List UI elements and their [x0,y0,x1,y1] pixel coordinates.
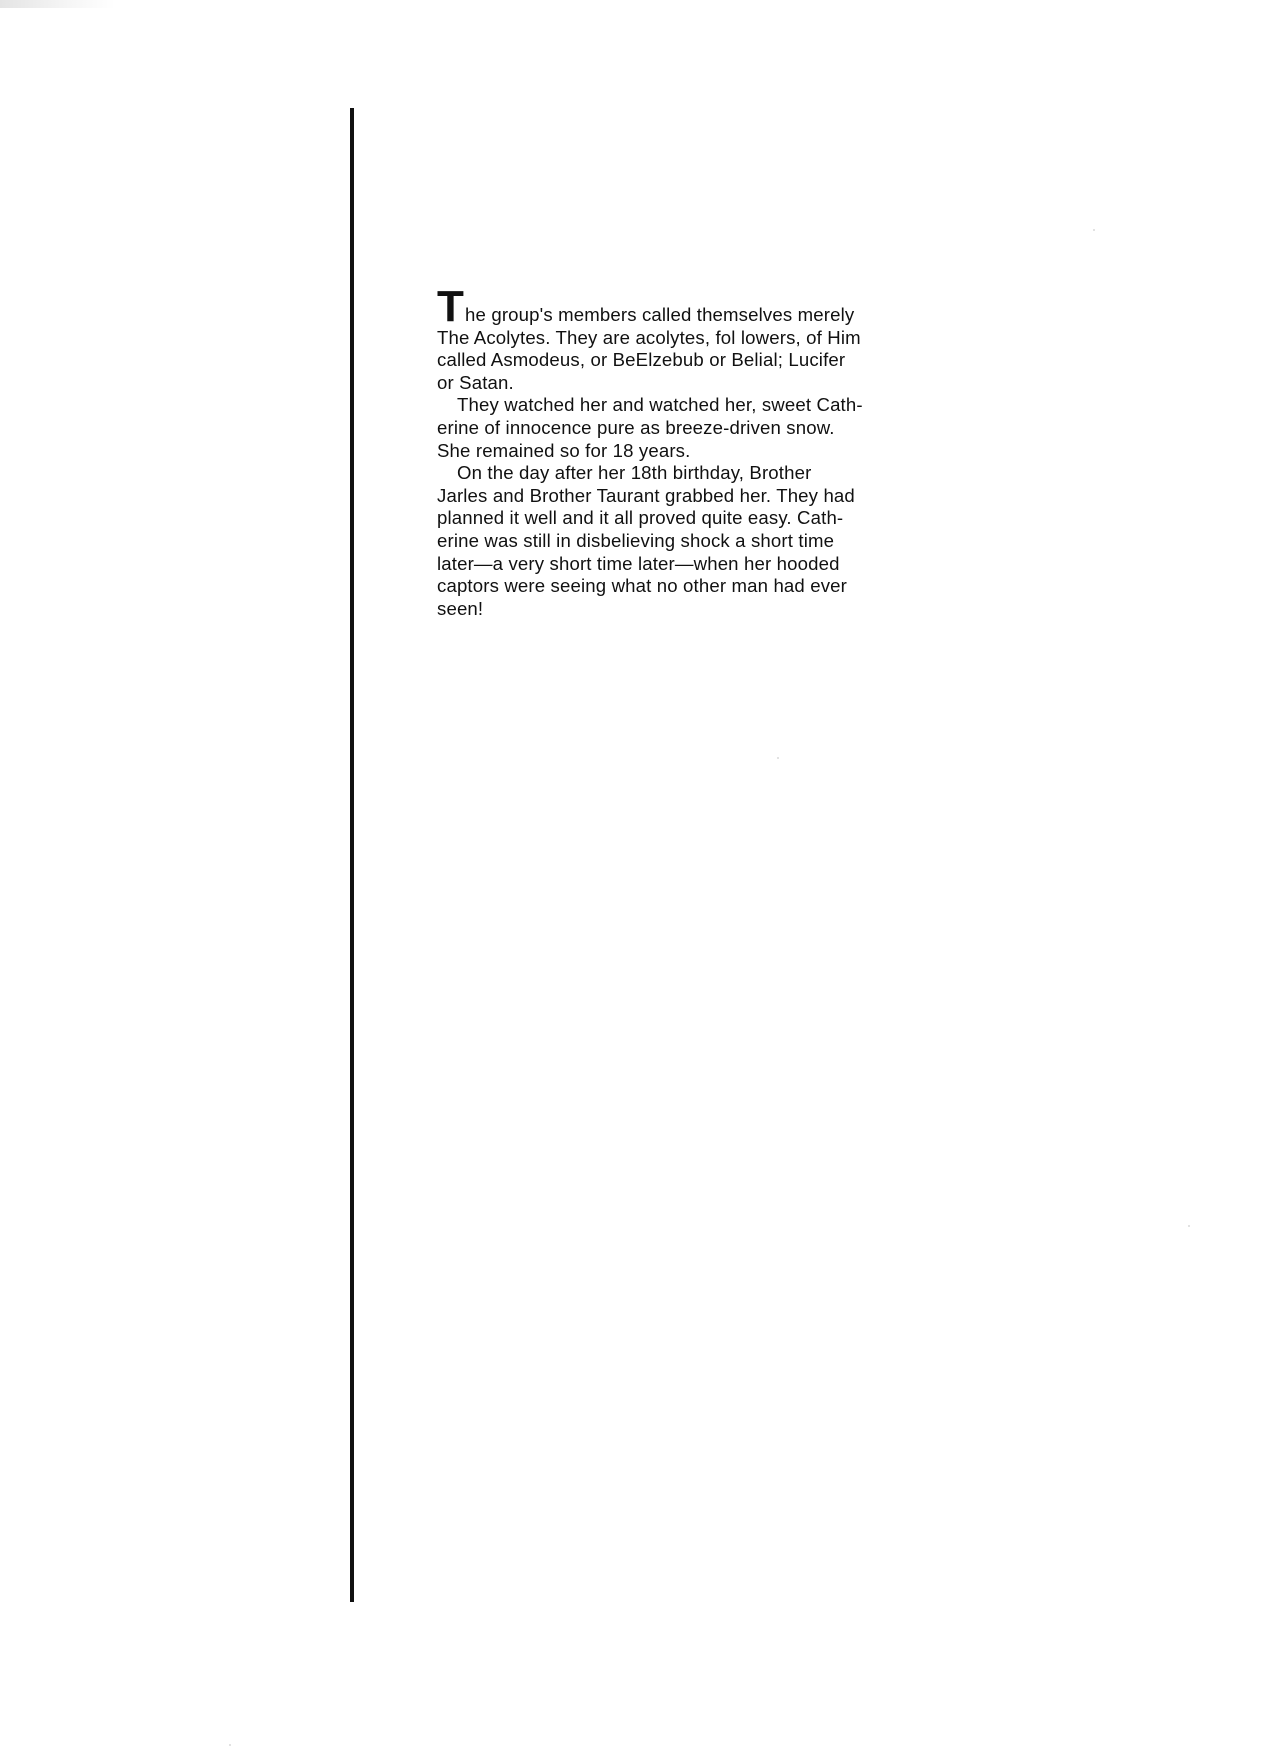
paragraph-3-line-5: later—a very short time later—when her hooded [437,552,840,574]
paper-speck [229,1744,231,1746]
vertical-rule [350,108,354,1602]
paper-speck [1093,229,1095,231]
line-text: he group's members called themselves merely [465,304,855,325]
paragraph-1-line-4: or Satan. [437,371,514,393]
paragraph-2-line-1: They watched her and watched her, sweet Cath- [457,394,863,416]
paragraph-1-line-3: called Asmodeus, or BeElzebub or Belial; Lucifer [437,349,846,371]
paragraph-3-line-6: captors were seeing what no other man had ever [437,575,847,597]
paragraph-2-line-3: She remained so for 18 years. [437,439,691,461]
paragraph-3-line-7: seen! [437,597,484,619]
paper-speck [777,757,779,759]
paragraph-3-line-1: On the day after her 18th birthday, Brother [457,462,812,484]
paragraph-3-line-4: erine was still in disbelieving shock a short time [437,529,835,551]
paper-speck [1188,1225,1190,1227]
paragraph-2-line-2: erine of innocence pure as breeze-driven snow. [437,416,835,438]
drop-cap: T [437,282,465,331]
story-text [437,282,957,620]
paragraph-1-line-1 [437,282,957,331]
paragraph-3-line-2: Jarles and Brother Taurant grabbed her. They had [437,484,855,506]
paragraph-3-line-3: planned it well and it all proved quite easy. Cath- [437,507,844,529]
scan-edge-shadow [0,0,115,8]
paragraph-1-line-2: The Acolytes. They are acolytes, fol lowers, of Him [437,326,861,348]
